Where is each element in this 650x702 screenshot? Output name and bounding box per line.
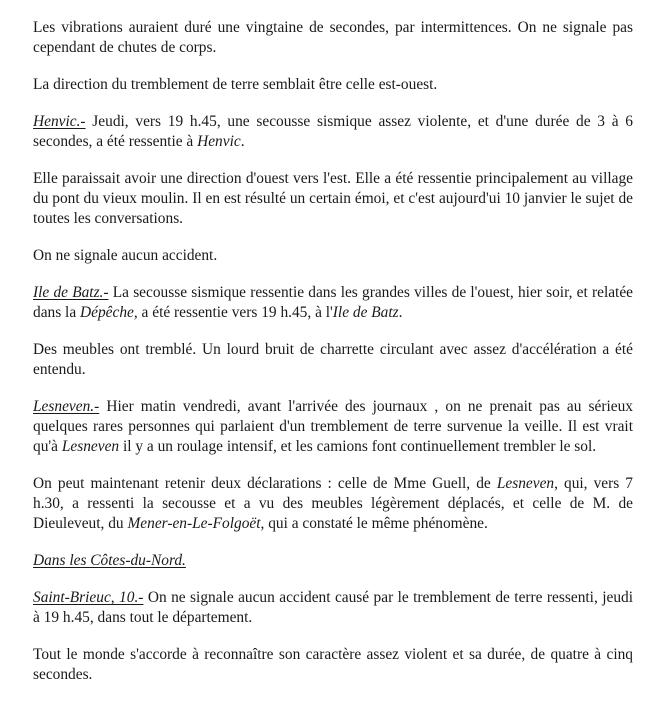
paragraph-caractere: Tout le monde s'accorde à reconnaître son caractère assez violent et sa durée, de quatre à cinq secondes. — [33, 646, 633, 683]
place-lead-saint-brieuc: Saint-Brieuc, 10.- — [33, 589, 144, 606]
place-name: Ile de Batz — [332, 304, 399, 321]
paragraph-direction: La direction du tremblement de terre semblait être celle est-ouest. — [33, 76, 438, 93]
paragraph-text: , qui a constaté le même phénomène. — [260, 515, 488, 532]
paragraph-text: Hier matin vendredi, avant l'arrivée des journaux , on ne prenait pas au sérieux quelques rares personnes qui parlaient d'un tremblement de terre survenue la veille. Il est vrait qu'à — [33, 398, 633, 455]
paragraph-text: Jeudi, vers 19 h.45, une secousse sismique assez violente, et d'une durée de 3 à 6 secondes, a été ressentie à — [33, 113, 633, 150]
paragraph-text: , qui, vers 7 h.30, a ressenti la secousse et a vu des meubles légèrement déplacés, et celle de M. de Dieuleveut, du — [33, 475, 633, 532]
section-heading-cotes-du-nord: Dans les Côtes-du-Nord. — [33, 552, 186, 569]
paragraph-declarations — [33, 474, 633, 534]
paragraph-text: On ne signale aucun accident causé par le tremblement de terre ressenti, jeudi à 19 h.45, dans tout le département. — [33, 589, 633, 626]
paragraph-text: On peut maintenant retenir deux déclarations : celle de Mme Guell, de — [33, 475, 497, 492]
paragraph-meubles: Des meubles ont tremblé. Un lourd bruit de charrette circulant avec assez d'accélération a été entendu. — [33, 341, 633, 378]
place-lead-ile-de-batz: Ile de Batz.- — [33, 284, 109, 301]
paragraph-ouest-est: Elle paraissait avoir une direction d'ouest vers l'est. Elle a été ressentie principalement au village du pont du vieux moulin. Il en est résulté un certain émoi, et c'est aujourd'ui 10 janvier le sujet de toutes les conversations. — [33, 170, 633, 227]
paragraph-vibrations: Les vibrations auraient duré une vingtaine de secondes, par intermittences. On ne signale pas cependant de chutes de corps. — [33, 19, 633, 56]
place-lead-henvic: Henvic.- — [33, 113, 86, 130]
document-page — [33, 18, 633, 702]
place-name: Lesneven — [496, 475, 555, 492]
paragraph-saint-brieuc — [33, 588, 633, 628]
paragraph-text: . — [398, 304, 403, 321]
paragraph-text: . — [240, 133, 245, 150]
newspaper-name: Dépêche — [80, 304, 134, 321]
paragraph-ile-de-batz — [33, 283, 633, 323]
paragraph-lesneven — [33, 397, 633, 457]
paragraph-henvic — [33, 112, 633, 152]
place-name: Henvic — [197, 133, 241, 150]
place-name: Lesneven — [61, 438, 120, 455]
paragraph-text: , a été ressentie vers 19 h.45, à l' — [133, 304, 333, 321]
paragraph-text: La secousse sismique ressentie dans les grandes villes de l'ouest, hier soir, et relatée dans la — [33, 284, 633, 321]
place-name: Mener-en-Le-Folgoët — [127, 515, 261, 532]
paragraph-text: il y a un roulage intensif, et les camions font continuellement trembler le sol. — [119, 438, 597, 455]
place-lead-lesneven: Lesneven.- — [33, 398, 100, 415]
paragraph-no-accident: On ne signale aucun accident. — [33, 247, 218, 264]
